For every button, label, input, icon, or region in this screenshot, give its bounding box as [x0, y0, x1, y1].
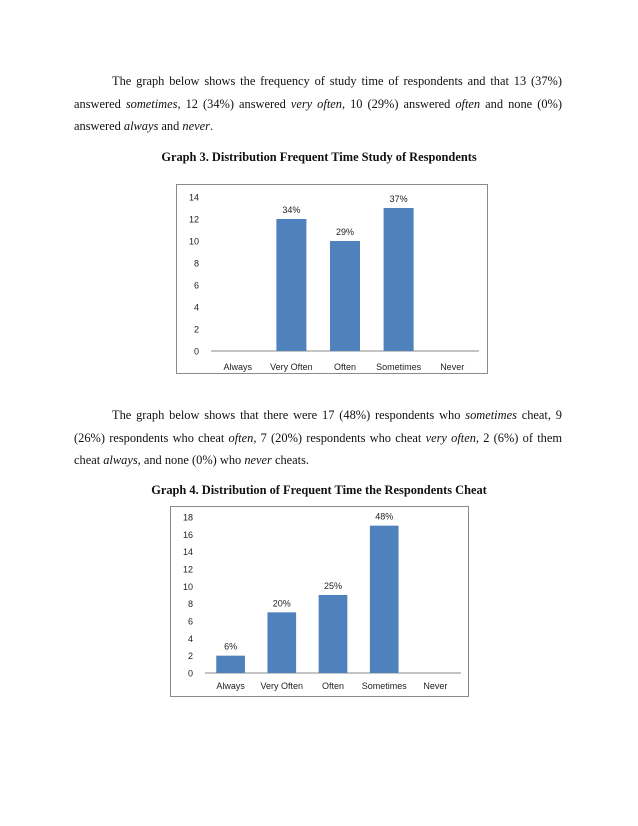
body-text: and none (0%)	[480, 96, 562, 111]
bar	[370, 526, 399, 673]
bar	[276, 219, 306, 351]
body-text: , 2 (6%) of them	[475, 430, 562, 445]
x-tick-label: Always	[223, 362, 253, 372]
graph-3-chart	[177, 185, 487, 373]
y-tick-label: 14	[188, 192, 199, 203]
data-label: 25%	[323, 581, 343, 591]
bar	[216, 656, 245, 673]
x-tick-label: Sometimes	[376, 362, 422, 372]
bar	[384, 208, 414, 351]
data-label: 6%	[224, 641, 238, 652]
y-tick-label: 16	[182, 529, 193, 540]
y-tick-label: 8	[193, 258, 199, 269]
x-tick-label: Never	[423, 681, 448, 691]
body-text: cheat	[74, 453, 104, 467]
emphasis-text: very often	[290, 96, 342, 111]
bar	[319, 595, 348, 673]
data-label: 29%	[335, 227, 355, 237]
y-tick-label: 10	[188, 236, 199, 247]
emphasis-text: never	[244, 453, 272, 467]
data-label: 20%	[272, 598, 291, 609]
paragraph-1-line	[74, 93, 562, 116]
paragraph-2	[74, 404, 562, 472]
emphasis-text: always	[123, 119, 159, 133]
body-text: and	[158, 119, 183, 133]
y-tick-label: 10	[182, 581, 193, 592]
y-tick-label: 2	[187, 651, 193, 662]
graph-4-title: Graph 4. Distribution of Frequent Time the Respondents Cheat	[151, 483, 487, 497]
y-tick-label: 14	[182, 547, 193, 558]
y-tick-label: 8	[187, 599, 193, 610]
data-label: 48%	[375, 511, 394, 522]
emphasis-text: often	[455, 96, 481, 111]
x-tick-label: Often	[321, 681, 345, 691]
graph-3-title: Graph 3. Distribution Frequent Time Study of Respondents	[161, 150, 477, 164]
y-tick-label: 12	[188, 214, 199, 225]
body-text: , 12 (34%) answered	[177, 96, 291, 111]
body-text: .	[209, 119, 214, 133]
data-label: 34%	[282, 205, 301, 215]
data-label: 37%	[389, 194, 408, 204]
y-tick-label: 4	[187, 633, 193, 644]
emphasis-text: never	[182, 119, 210, 133]
x-tick-label: Very Often	[270, 362, 313, 372]
body-text: answered	[74, 96, 126, 111]
bar	[330, 241, 360, 351]
graph-3-frame	[176, 184, 488, 374]
graph-4-frame	[170, 506, 469, 697]
body-text: (26%) respondents who cheat	[74, 430, 229, 445]
paragraph-1-line	[74, 115, 562, 138]
body-text: answered	[74, 119, 124, 133]
paragraph-2-line	[74, 404, 562, 427]
body-text: The graph below shows that there were 17 (48%) respondents who	[112, 408, 466, 422]
body-text: The graph below shows the frequency of study time of respondents and that 13 (37%)	[112, 74, 562, 88]
y-tick-label: 0	[187, 668, 193, 679]
x-tick-label: Very Often	[260, 681, 304, 691]
y-tick-label: 6	[193, 280, 199, 291]
body-text: , 7 (20%) respondents who cheat	[253, 430, 426, 445]
y-tick-label: 6	[187, 616, 193, 627]
body-text: , and none (0%) who	[137, 453, 245, 467]
x-tick-label: Often	[333, 362, 357, 372]
graph-4-chart	[171, 507, 468, 696]
x-tick-label: Sometimes	[361, 681, 407, 691]
paragraph-2-line	[74, 427, 562, 450]
body-text: , 10 (29%) answered	[341, 96, 456, 111]
emphasis-text: often	[228, 430, 254, 445]
x-tick-label: Never	[440, 362, 465, 372]
body-text: cheats.	[271, 453, 310, 467]
y-tick-label: 2	[193, 324, 199, 335]
paragraph-1-line	[74, 70, 562, 93]
bar	[267, 612, 296, 673]
emphasis-text: very often	[425, 430, 476, 445]
y-tick-label: 4	[193, 302, 199, 313]
emphasis-text: always	[103, 453, 138, 467]
body-text: cheat, 9	[516, 408, 562, 422]
paragraph-1	[74, 70, 562, 138]
emphasis-text: sometimes	[465, 408, 517, 422]
y-tick-label: 0	[193, 346, 199, 357]
x-tick-label: Always	[216, 681, 245, 691]
y-tick-label: 18	[182, 512, 193, 523]
emphasis-text: sometimes	[125, 96, 178, 111]
paragraph-2-line	[74, 449, 562, 472]
y-tick-label: 12	[182, 564, 193, 575]
